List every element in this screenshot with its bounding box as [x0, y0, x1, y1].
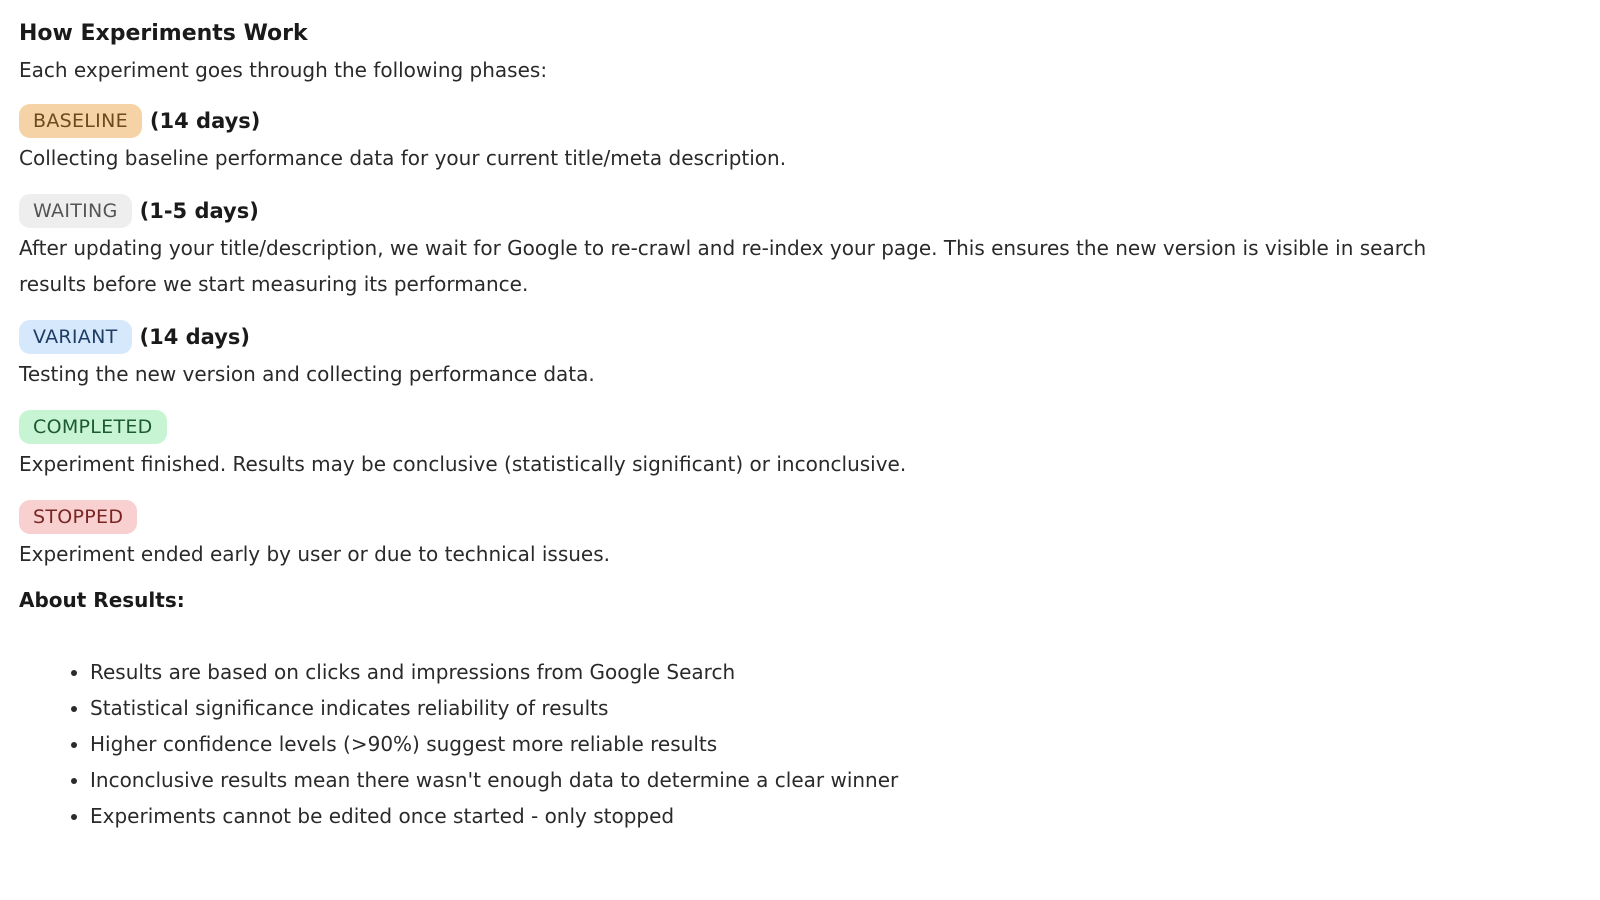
- phase-duration: (14 days): [139, 325, 250, 349]
- phase-description: After updating your title/description, we wait for Google to re-crawl and re-index your page. This ensures the new version is visible in search results before we start measuring its performance.: [19, 236, 1427, 296]
- status-badge-stopped: STOPPED: [19, 500, 137, 534]
- phase-header: [19, 408, 1559, 446]
- status-badge-waiting: WAITING: [19, 194, 132, 228]
- phase-header: [19, 498, 1559, 536]
- list-item: • Statistical significance indicates reliability of results: [90, 690, 1559, 726]
- phase-description: Collecting baseline performance data for your current title/meta description.: [19, 146, 787, 170]
- phase-completed: [19, 408, 1559, 482]
- phase-description: Experiment ended early by user or due to technical issues.: [19, 542, 611, 566]
- experiments-help-panel: [19, 16, 1559, 834]
- phase-duration: (1-5 days): [139, 199, 259, 223]
- results-list: [19, 654, 1559, 834]
- list-item: • Results are based on clicks and impressions from Google Search: [90, 654, 1559, 690]
- list-item: • Experiments cannot be edited once started - only stopped: [90, 798, 1559, 834]
- status-badge-baseline: BASELINE: [19, 104, 142, 138]
- phase-waiting: [19, 192, 1559, 302]
- phase-description: Testing the new version and collecting performance data.: [19, 362, 595, 386]
- phase-header: [19, 192, 1559, 230]
- status-badge-completed: COMPLETED: [19, 410, 167, 444]
- list-item: • Inconclusive results mean there wasn't enough data to determine a clear winner: [90, 762, 1559, 798]
- status-badge-variant: VARIANT: [19, 320, 132, 354]
- phase-variant: [19, 318, 1559, 392]
- phase-stopped: [19, 498, 1559, 572]
- results-heading: About Results:: [19, 588, 185, 612]
- page-title: How Experiments Work: [19, 21, 308, 46]
- list-item: • Higher confidence levels (>90%) suggest more reliable results: [90, 726, 1559, 762]
- phase-header: [19, 102, 1559, 140]
- intro-text: Each experiment goes through the following phases:: [19, 58, 548, 82]
- phase-baseline: [19, 102, 1559, 176]
- phase-description: Experiment finished. Results may be conclusive (statistically significant) or inconclusive.: [19, 452, 907, 476]
- phase-duration: (14 days): [149, 109, 261, 133]
- phase-header: [19, 318, 1559, 356]
